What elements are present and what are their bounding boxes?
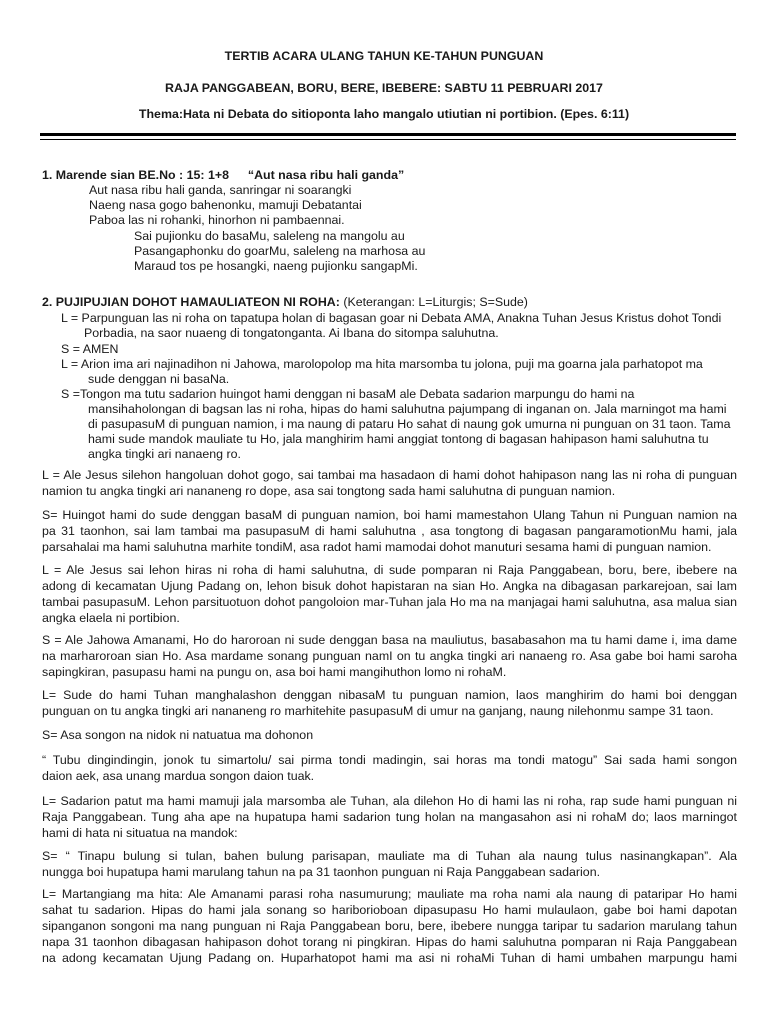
paragraph-line: hami di hata ni situatua na mandok: xyxy=(42,826,238,840)
paragraph-line: S= Huingot hami do sude denggan basaM di punguan namion, boi hami mamestahon Ulang Tahun ni Punguan namion na xyxy=(42,508,737,522)
section1-heading-number: 1. Marende sian BE.No : 15: 1+8 xyxy=(42,168,229,182)
paragraph-line: nungga boi hupatupa hami marulang tahun na pa 31 taonhon punguan ni Raja Panggabean sadarion. xyxy=(42,865,601,879)
paragraph-liturgist xyxy=(42,467,737,499)
verse-line: Aut nasa ribu hali ganda, sanringar ni soarangki xyxy=(89,183,352,197)
paragraph-line: S= Asa songon na nidok ni natuatua ma dohonon xyxy=(42,728,314,742)
header-rule-thin xyxy=(40,139,736,140)
paragraph-proverb xyxy=(42,752,737,784)
paragraph-line: S = Ale Jahowa Amanami, Ho do haroroan ni sude denggan basa na mauliutus, basabasahon ma tu hami dame i, ima dame xyxy=(42,633,737,647)
liturgy-line: angka tingki ari nanaeng ro. xyxy=(88,447,241,461)
paragraph-congregation xyxy=(42,632,737,680)
verse-line: Maraud tos pe hosangki, naeng pujionku sangapMi. xyxy=(134,259,418,273)
header-rule-thick xyxy=(40,133,736,136)
paragraph-line: na marharoroan sian Ho. Asa mardame sonang punguan namI on tu angka tingki ari nanaeng ro. Asa gabe boi hami saroha xyxy=(42,649,737,663)
section2-heading xyxy=(42,294,528,310)
paragraph-line: L = Ale Jesus silehon hangoluan dohot gogo, sai tambai ma hasadaon di hami dohot hahipason nang las ni roha di punguan xyxy=(42,468,737,482)
paragraph-line: S= “ Tinapu bulung si tulan, bahen bulung parisapan, mauliate ma di Tuhan ala naung tulus nasinangkapan”. Ala xyxy=(42,849,737,863)
document-theme: Thema:Hata ni Debata do sitioponta laho mangalo utiutian ni portibion. (Epes. 6:11) xyxy=(138,107,630,121)
paragraph-line: Raja Panggabean. Tung aha ape na hupatupa hami sadarion tung holan na mangasahon asi ni rohaM do; laos marningot xyxy=(42,810,737,824)
paragraph-liturgist xyxy=(42,886,737,966)
paragraph-line: L= Sude do hami Tuhan manghalashon denggan nibasaM tu punguan namion, laos manghirim do hami boi denggan xyxy=(42,688,737,702)
liturgy-line: di pasupasuM di punguan namion, i ma naung di pataru Ho sahat di naung gok umurna ni punguan on 31 taon. Tama xyxy=(88,417,731,431)
liturgy-line: L = Parpunguan las ni roha on tapatupa holan di bagasan goar ni Debata AMA, Anakna Tuhan Jesus Kristus dohot Tondi xyxy=(61,311,722,325)
liturgy-line: hami sude mandok mauliate tu Ho, jala manghirim hami anggiat tontong di bagasan hahipason hami saluhutna tu xyxy=(88,432,709,446)
verse-line: Paboa las ni rohanki, hinorhon ni pambaennai. xyxy=(89,213,345,227)
paragraph-line: adong di kecamatan Ujung Padang on, lehon bisuk dohot hapistaran na sian Ho. Angka na dibagasan parkarejoan, sai lam xyxy=(42,579,737,593)
section2-heading-title: 2. PUJIPUJIAN DOHOT HAMAULIATEON NI ROHA: xyxy=(42,295,340,309)
paragraph-line: sahat tu sadarion. Hipas do hami jala sonang so hariborioboan dipasupasu Ho hami mulaulaon, gabe boi hami dapotan xyxy=(42,903,737,917)
section1-heading xyxy=(42,167,404,183)
section1-heading-quote: “Aut nasa ribu hali ganda” xyxy=(247,168,405,182)
paragraph-line: pa 31 taonhon, sai lam tambai ma pasupasuM di hami saluhutna , asa tongtong di bagasan pangaramotionMu hami, jala xyxy=(42,524,737,538)
paragraph-line: daion aek, asa unang mardua songon daion tuak. xyxy=(42,769,315,783)
liturgy-line: Porbadia, na saor nuaeng di tongatonganta. Ai Ibana do sitompa saluhutna. xyxy=(84,326,499,340)
paragraph-line: sapingkiran, pasupasu hami na pungu on, asa boi hami mangihuthon lomo ni rohaM. xyxy=(42,665,507,679)
verse-line: Pasangaphonku do goarMu, saleleng na marhosa au xyxy=(134,244,426,258)
paragraph-liturgist xyxy=(42,793,737,841)
paragraph-line: L= Sadarion patut ma hami mamuji jala marsomba ale Tuhan, ala dilehon Ho di hami las ni roha, rap sude hami punguan ni xyxy=(42,794,737,808)
liturgy-line: mansihaholongan di bagsan las ni roha, hipas do hami saluhutna pajumpang di inganan on. Jala marningot ma hami xyxy=(88,402,727,416)
paragraph-liturgist xyxy=(42,562,737,626)
liturgy-line: S = AMEN xyxy=(61,342,119,356)
paragraph-line: parsahalai ma hami saluhutna marhite tondiM, asa radot hami mamodai dohot manuturi sesama hami di punguan namion. xyxy=(42,540,712,554)
liturgy-line: L = Arion ima ari najinadihon ni Jahowa, marolopolop ma hita marsomba tu jolona, puji ma goarna jala parhatopot ma xyxy=(61,357,703,371)
document-subtitle: RAJA PANGGABEAN, BORU, BERE, IBEBERE: SABTU 11 PEBRUARI 2017 xyxy=(165,81,603,95)
paragraph-line: napa 31 taonhon dibagasan hahipason dohot torang ni pingkiran. Hipas do hami saluhutna pomparan ni Raja Panggabean xyxy=(42,935,737,949)
paragraph-line: punguan on tu angka tingki ari nananeng ro marhitehite pasupasuM di umur na ganjang, naung nilehonmu sampe 31 taon. xyxy=(42,704,714,718)
document-title: TERTIB ACARA ULANG TAHUN KE-TAHUN PUNGUAN xyxy=(224,49,544,63)
paragraph-liturgist xyxy=(42,687,737,719)
paragraph-line: “ Tubu dingindingin, jonok tu simartolu/ sai pirma tondi madingin, sai horas ma tondi matogu” Sai sada hami songon xyxy=(42,753,737,767)
paragraph-line: na adong kecamatan Ujung Padang on. Huparhatopot hami ma asi ni rohaMi Tuhan di hami umbahen marpungu hami xyxy=(42,951,737,965)
paragraph-congregation xyxy=(42,848,737,880)
paragraph-line: angka elaela ni portibion. xyxy=(42,611,180,625)
paragraph-line: namion tu angka tingki ari nananeng ro dope, asa sai tongtong sada hami saluhutna di punguan namion. xyxy=(42,484,616,498)
section2-heading-note: (Keterangan: L=Liturgis; S=Sude) xyxy=(343,295,528,309)
liturgy-line: sude denggan ni basaNa. xyxy=(88,372,230,386)
paragraph-line: L= Martangiang ma hita: Ale Amanami parasi roha nasumurung; mauliate ma roha nami ala naung di pataripar Ho hami xyxy=(42,887,737,901)
verse-line: Sai pujionku do basaMu, saleleng na mangolu au xyxy=(134,229,405,243)
verse-line: Naeng nasa gogo bahenonku, mamuji Debatantai xyxy=(89,198,362,212)
paragraph-congregation xyxy=(42,507,737,555)
paragraph-line: tambai pasupasuM. Lehon parsituotuon dohot pangoloion mar-Tuhan jala Ho ma na manjagai hami saluhutna, asa malua sian xyxy=(42,595,737,609)
paragraph-congregation xyxy=(42,727,737,743)
liturgy-line: S =Tongon ma tutu sadarion huingot hami denggan ni basaM ale Debata sadarion marpungu do hami na xyxy=(61,387,635,401)
paragraph-line: sipanganon songoni ma nang punguan ni Raja Panggabean boru, bere, ibebere nungga taripar tu sadarion marulang tahun xyxy=(42,919,737,933)
paragraph-line: L = Ale Jesus sai lehon hiras ni roha di hami saluhutna, di sude pomparan ni Raja Panggabean, boru, bere, ibebere na xyxy=(42,563,737,577)
